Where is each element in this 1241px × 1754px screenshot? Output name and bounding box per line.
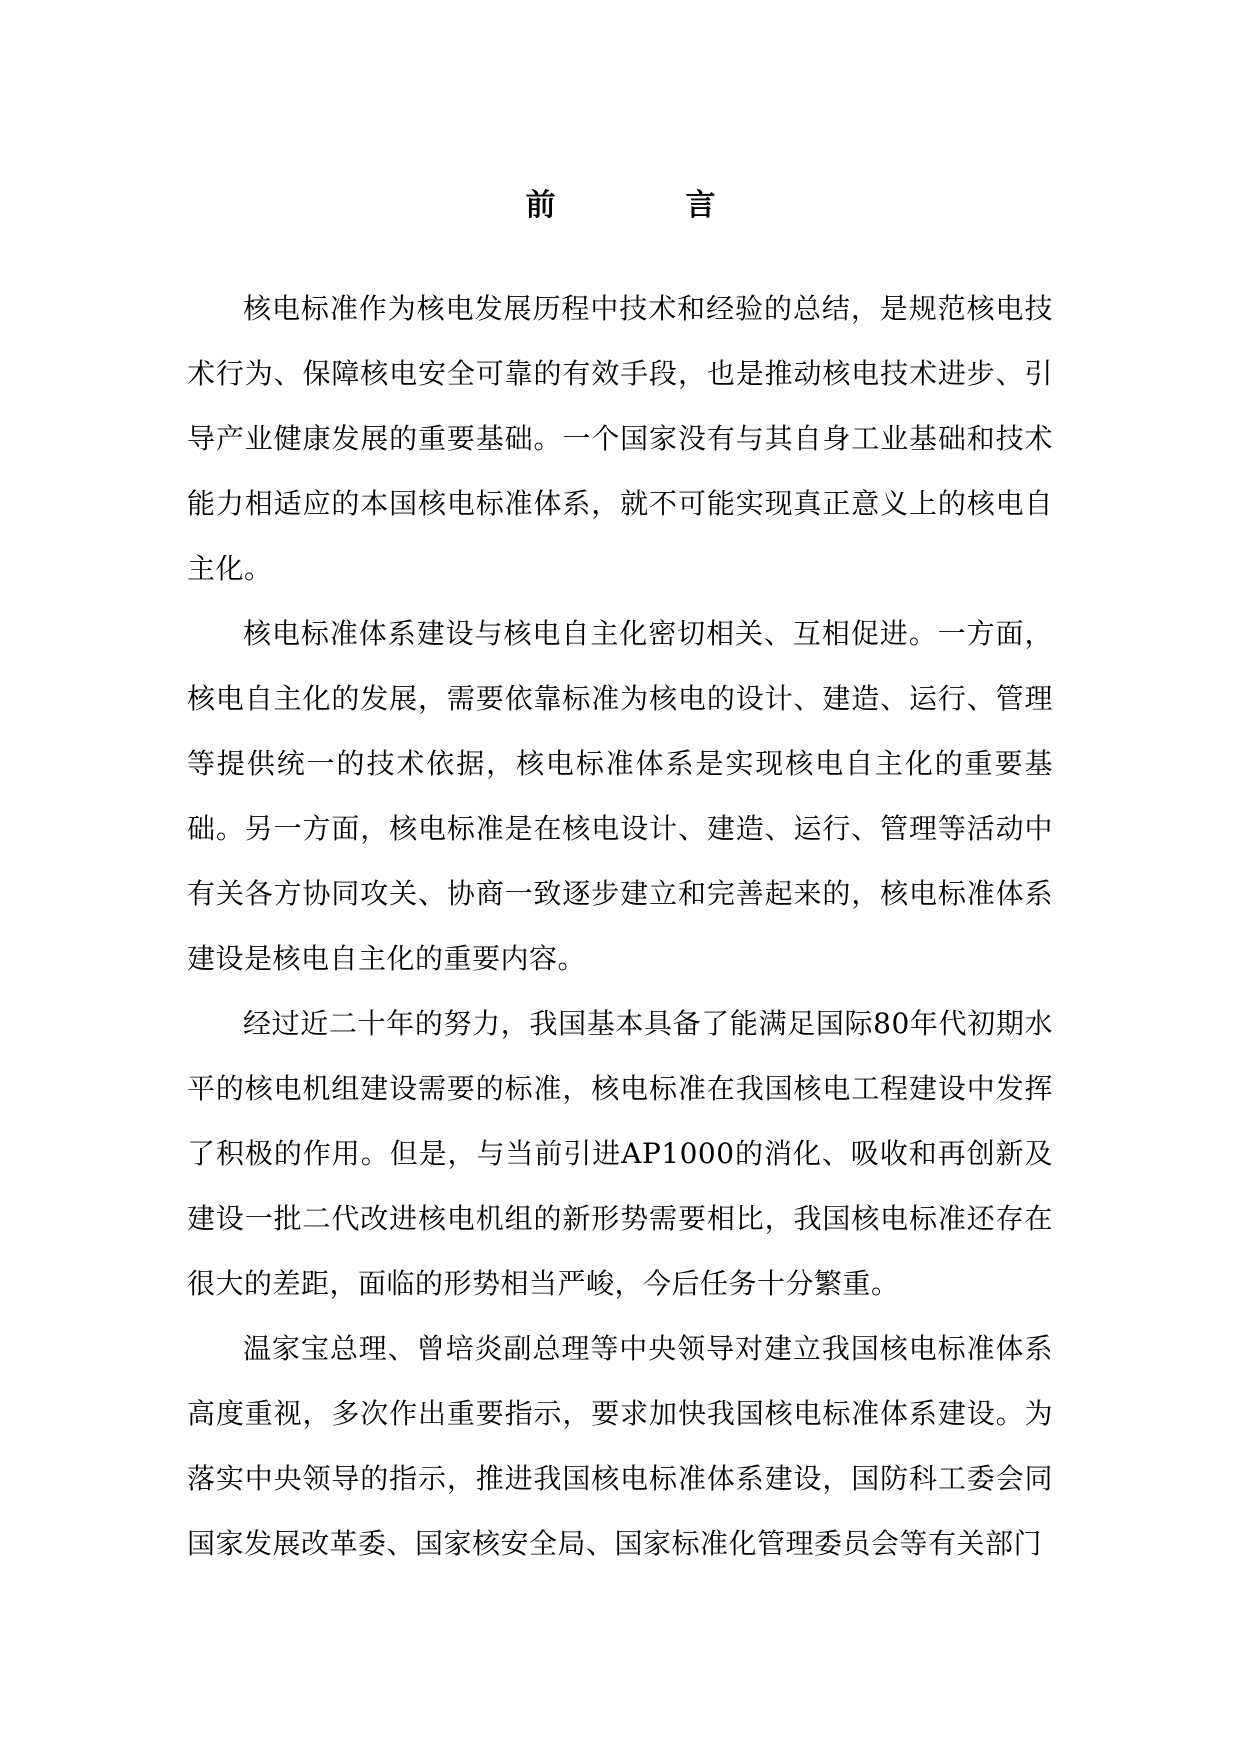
paragraph-1: 核电标准作为核电发展历程中技术和经验的总结，是规范核电技术行为、保障核电安全可靠的有效手段，也是推动核电技术进步、引导产业健康发展的重要基础。一个国家没有与其自身工业基础和技术能力相适应的本国核电标准体系，就不可能实现真正意义上的核电自主化。 xyxy=(187,292,1053,585)
page-title: 前 言 xyxy=(525,188,766,223)
paragraph-2: 核电标准体系建设与核电自主化密切相关、互相促进。一方面，核电自主化的发展，需要依靠标准为核电的设计、建造、运行、管理等提供统一的技术依据，核电标准体系是实现核电自主化的重要基础。另一方面，核电标准是在核电设计、建造、运行、管理等活动中有关各方协同攻关、协商一致逐步建立和完善起来的，核电标准体系建设是核电自主化的重要内容。 xyxy=(187,617,1053,975)
document-body xyxy=(187,276,1053,1576)
paragraph-3: 经过近二十年的努力，我国基本具备了能满足国际80年代初期水平的核电机组建设需要的标准，核电标准在我国核电工程建设中发挥了积极的作用。但是，与当前引进AP1000的消化、吸收和再创新及建设一批二代改进核电机组的新形势需要相比，我国核电标准还存在很大的差距，面临的形势相当严峻，今后任务十分繁重。 xyxy=(187,1007,1053,1300)
paragraph-4: 温家宝总理、曾培炎副总理等中央领导对建立我国核电标准体系高度重视，多次作出重要指示，要求加快我国核电标准体系建设。为落实中央领导的指示，推进我国核电标准体系建设，国防科工委会同国家发展改革委、国家核安全局、国家标准化管理委员会等有关部门 xyxy=(187,1332,1053,1560)
